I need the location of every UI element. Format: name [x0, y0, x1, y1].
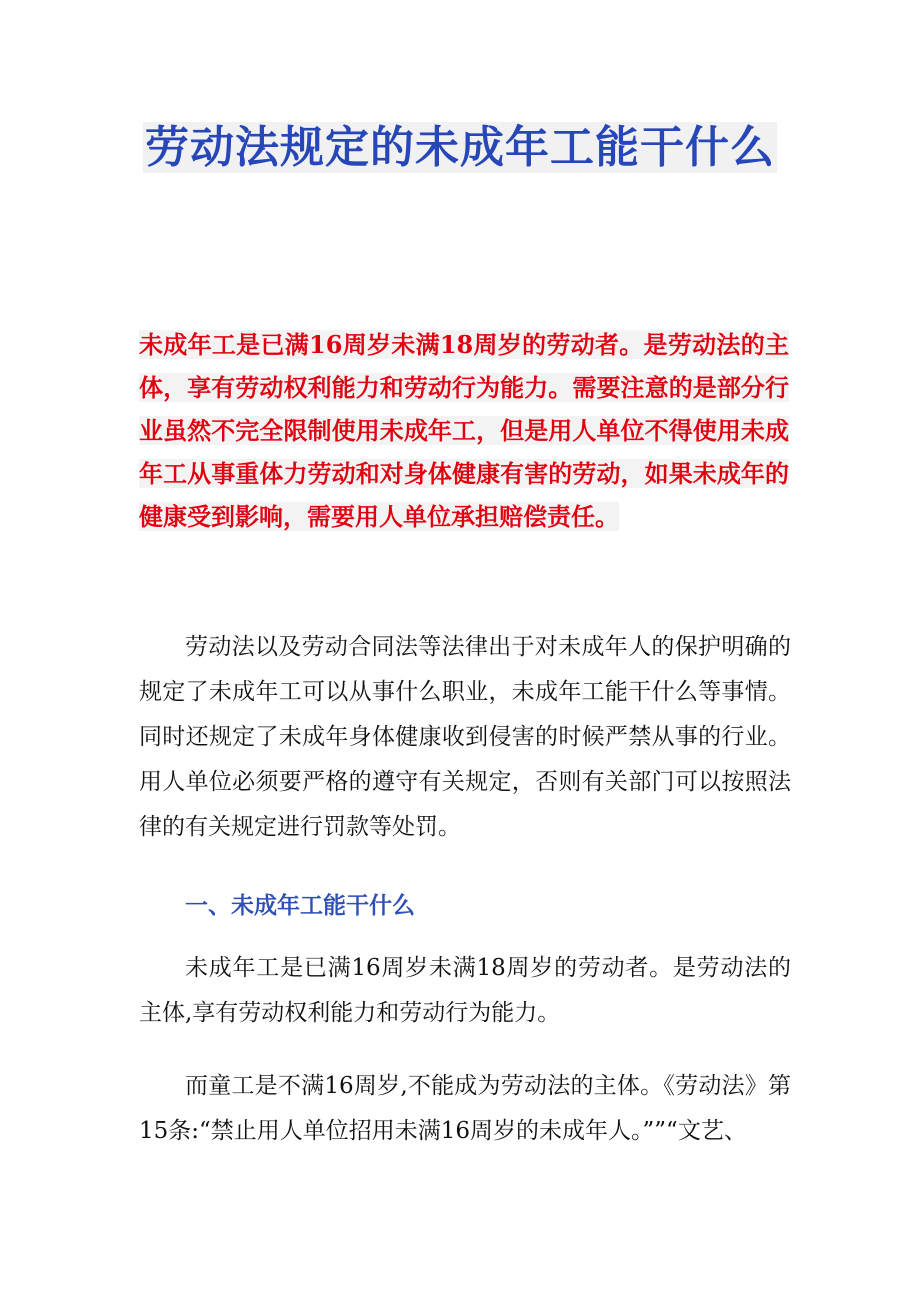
body-paragraph: 未成年工是已满16周岁未满18周岁的劳动者。是劳动法的主体,享有劳动权利能力和劳动行为能力。 [139, 955, 791, 1026]
section-heading: 一、未成年工能干什么 [185, 893, 415, 919]
page-title [140, 112, 780, 184]
summary-text: 未成年工是已满16周岁未满18周岁的劳动者。是劳动法的主体，享有劳动权利能力和劳动行为能力。需要注意的是部分行业虽然不完全限制使用未成年工，但是用人单位不得使用未成年工从事重体力劳动和对身体健康有害的劳动，如果未成年的健康受到影响，需要用人单位承担赔偿责任。 [139, 330, 789, 531]
body-paragraph: 而童工是不满16周岁,不能成为劳动法的主体。《劳动法》第15条:“禁止用人单位招用未满16周岁的未成年人。””“文艺、 [139, 1073, 791, 1144]
intro-paragraph: 劳动法以及劳动合同法等法律出于对未成年人的保护明确的规定了未成年工可以从事什么职业，未成年工能干什么等事情。同时还规定了未成年身体健康收到侵害的时候严禁从事的行业。用人单位必须要严格的遵守有关规定，否则有关部门可以按照法律的有关规定进行罚款等处罚。 [139, 634, 791, 840]
page-title-text: 劳动法规定的未成年工能干什么 [145, 122, 775, 173]
summary-paragraph [139, 323, 789, 538]
